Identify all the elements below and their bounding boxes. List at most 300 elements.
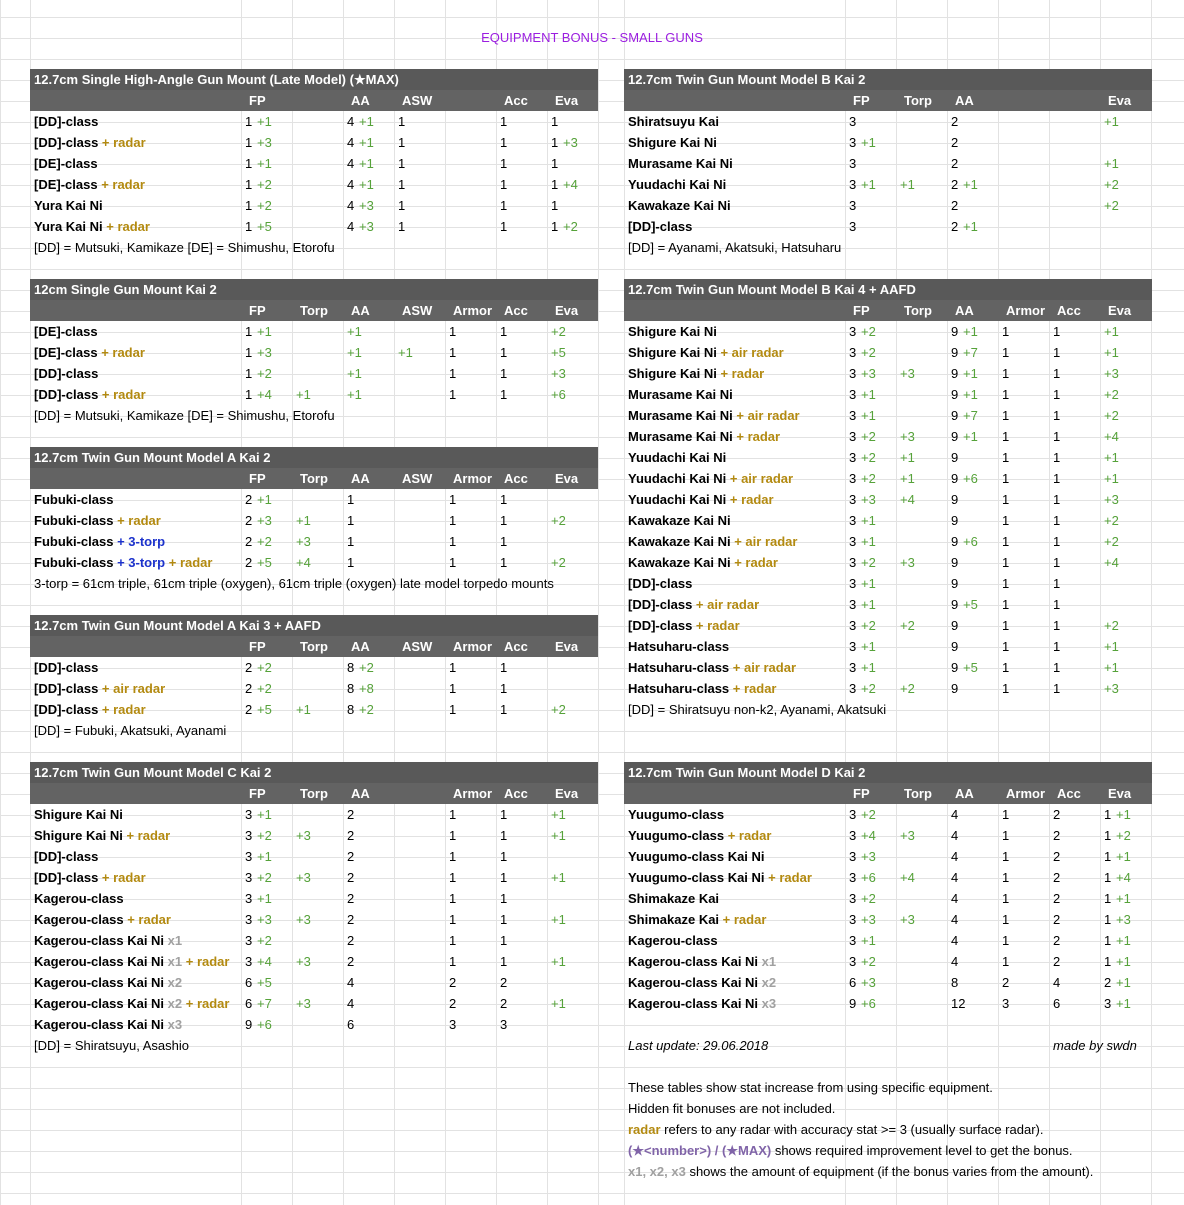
ship-name-text: [DD]-class [34, 114, 99, 129]
stat-bonus: +2 [1104, 618, 1119, 633]
ship-name [628, 594, 759, 615]
ship-name [34, 342, 145, 363]
radar-marker: + radar [726, 492, 774, 507]
stat-bonus: +6 [963, 471, 978, 486]
stat-bonus: +6 [861, 870, 876, 885]
ship-name [628, 132, 717, 153]
stat-value: 1 [500, 156, 508, 171]
stat-bonus: +5 [257, 555, 272, 570]
stat-value: 1 [245, 387, 253, 402]
stat-value: 1 [1053, 366, 1061, 381]
ship-name [628, 405, 800, 426]
table-row [30, 132, 598, 153]
stat-value: 1 [1053, 471, 1061, 486]
stat-value: 1 [551, 177, 559, 192]
stat-value: 3 [849, 681, 857, 696]
stat-bonus: +3 [257, 345, 272, 360]
ship-name [628, 531, 797, 552]
ship-name [34, 111, 98, 132]
stat-value: 3 [849, 450, 857, 465]
stat-bonus: +2 [257, 177, 272, 192]
stat-value: 1 [449, 492, 457, 507]
stat-bonus: +5 [963, 597, 978, 612]
stat-value: 3 [849, 513, 857, 528]
column-header: FP [249, 303, 266, 318]
stat-bonus: +1 [963, 324, 978, 339]
stat-value: 3 [245, 870, 253, 885]
stat-value: 1 [500, 114, 508, 129]
table-row [30, 867, 598, 888]
stat-bonus: +2 [861, 345, 876, 360]
table-title-bar [624, 762, 1152, 783]
table-note: [DD] = Shiratsuyu, Asashio [34, 1038, 189, 1053]
ship-name-text: [DE]-class [34, 324, 98, 339]
stat-value: 9 [951, 534, 959, 549]
radar-marker: + radar [123, 912, 171, 927]
stat-bonus: +1 [359, 135, 374, 150]
stat-bonus: +1 [551, 870, 566, 885]
stat-bonus: +1 [1104, 345, 1119, 360]
radar-marker: + radar [165, 555, 213, 570]
ship-name [628, 846, 765, 867]
stat-bonus: +2 [861, 807, 876, 822]
stat-bonus: +3 [257, 135, 272, 150]
stat-value: 9 [951, 597, 959, 612]
ship-name-text: Kagerou-class Kai Ni [628, 996, 759, 1011]
ship-name-text: Murasame Kai Ni [628, 156, 733, 171]
stat-value: 1 [398, 114, 406, 129]
stat-value: 4 [347, 177, 355, 192]
stat-value: 1 [347, 492, 355, 507]
stat-value: 6 [849, 975, 857, 990]
stat-value: 4 [347, 975, 355, 990]
stat-bonus: +2 [551, 513, 566, 528]
column-header: Torp [300, 786, 328, 801]
stat-bonus: +1 [963, 366, 978, 381]
stat-bonus: +1 [1116, 975, 1131, 990]
stat-bonus: +1 [257, 114, 272, 129]
stat-bonus: +4 [257, 387, 272, 402]
stat-value: 8 [347, 681, 355, 696]
ship-name [34, 552, 212, 573]
stat-value: 9 [951, 408, 959, 423]
air-radar-marker: + air radar [692, 597, 760, 612]
stat-value: 1 [245, 135, 253, 150]
stat-value: 1 [347, 534, 355, 549]
stat-value: 1 [551, 114, 559, 129]
column-header: AA [955, 303, 974, 318]
stat-value: 1 [1002, 429, 1010, 444]
stat-bonus: +1 [1104, 450, 1119, 465]
ship-name [34, 888, 124, 909]
column-header: Acc [504, 303, 528, 318]
stat-bonus: +2 [359, 702, 374, 717]
radar-marker: + radar [730, 555, 778, 570]
table-row [30, 678, 598, 699]
stat-bonus: +2 [861, 324, 876, 339]
table-row [624, 426, 1152, 447]
stat-bonus: +2 [257, 933, 272, 948]
table-row [624, 447, 1152, 468]
stat-bonus: +8 [359, 681, 374, 696]
radar-marker: + radar [692, 618, 740, 633]
stat-value: 4 [951, 807, 959, 822]
ship-name [628, 174, 726, 195]
stat-value: 1 [1002, 660, 1010, 675]
radar-marker: + radar [724, 828, 772, 843]
stat-value: 1 [449, 891, 457, 906]
legend-improvement-key: (★<number>) / (★MAX) [628, 1143, 772, 1158]
ship-name-text: [DD]-class [34, 702, 99, 717]
stat-bonus: +1 [861, 177, 876, 192]
radar-marker: + radar [102, 219, 150, 234]
last-update: Last update: 29.06.2018 [628, 1038, 769, 1053]
stat-value: 2 [245, 492, 253, 507]
table-title: 12.7cm Twin Gun Mount Model B Kai 4 + AAFD [628, 282, 916, 297]
stat-bonus: +2 [861, 681, 876, 696]
stat-value: 1 [551, 198, 559, 213]
stat-value: 8 [347, 702, 355, 717]
stat-bonus: +2 [257, 366, 272, 381]
air-radar-marker: + air radar [732, 408, 800, 423]
stat-bonus: +2 [861, 891, 876, 906]
ship-name-text: Kagerou-class Kai Ni [34, 1017, 165, 1032]
column-header: Torp [904, 93, 932, 108]
stat-bonus: +4 [900, 492, 915, 507]
stat-value: 1 [1002, 387, 1010, 402]
ship-name [628, 426, 780, 447]
table-row [624, 951, 1152, 972]
stat-value: 2 [245, 660, 253, 675]
stat-value: 3 [849, 429, 857, 444]
table-row [30, 195, 598, 216]
column-header: Torp [300, 303, 328, 318]
ship-name-text: Kawakaze Kai Ni [628, 513, 731, 528]
table-note: 3-torp = 61cm triple, 61cm triple (oxygen), 61cm triple (oxygen) late model torpedo mounts [34, 576, 554, 591]
ship-name [628, 468, 793, 489]
ship-name [628, 951, 776, 972]
stat-value: 2 [245, 702, 253, 717]
stat-value: 9 [951, 576, 959, 591]
table-row [30, 153, 598, 174]
stat-value: 9 [951, 387, 959, 402]
stat-bonus: +3 [900, 366, 915, 381]
stat-value: 1 [500, 492, 508, 507]
ship-name [628, 993, 776, 1014]
column-header: Acc [504, 93, 528, 108]
table-title: 12.7cm Single High-Angle Gun Mount (Late Model) (★MAX) [34, 72, 399, 87]
table-row [624, 930, 1152, 951]
stat-value: 1 [398, 156, 406, 171]
stat-bonus: +1 [1104, 114, 1119, 129]
column-header-row [30, 90, 598, 111]
stat-bonus: +1 [900, 177, 915, 192]
table-row [624, 195, 1152, 216]
ship-name [34, 993, 229, 1014]
stat-bonus: +2 [1104, 387, 1119, 402]
ship-name-text: Shiratsuyu Kai [628, 114, 720, 129]
column-header: Eva [555, 93, 579, 108]
stat-value: 4 [951, 912, 959, 927]
stat-bonus: +3 [900, 828, 915, 843]
stat-value: 1 [398, 198, 406, 213]
stat-bonus: +5 [257, 702, 272, 717]
table-title-bar [624, 279, 1152, 300]
stat-value: 2 [951, 114, 959, 129]
table-row [624, 552, 1152, 573]
column-header: ASW [402, 93, 433, 108]
stat-value: 9 [951, 345, 959, 360]
stat-value: 3 [849, 639, 857, 654]
ship-name [34, 699, 146, 720]
ship-name-text: Kagerou-class Kai Ni [628, 975, 759, 990]
stat-bonus: +1 [1116, 996, 1131, 1011]
ship-name-text: Shimakaze Kai [628, 912, 720, 927]
ship-name-text: Kagerou-class [628, 933, 718, 948]
table-row [624, 510, 1152, 531]
stat-value: 2 [245, 681, 253, 696]
ship-name-text: Kawakaze Kai Ni [628, 555, 731, 570]
stat-value: 1 [1002, 681, 1010, 696]
stat-bonus: +1 [861, 513, 876, 528]
column-header: Acc [504, 786, 528, 801]
table-title: 12.7cm Twin Gun Mount Model C Kai 2 [34, 765, 272, 780]
stat-value: 1 [449, 660, 457, 675]
stat-bonus: +1 [1116, 954, 1131, 969]
stat-bonus: +6 [861, 996, 876, 1011]
stat-value: 4 [347, 219, 355, 234]
stat-value: 3 [849, 219, 857, 234]
stat-value: 1 [500, 198, 508, 213]
stat-bonus: +3 [1104, 492, 1119, 507]
stat-bonus: +4 [1116, 870, 1131, 885]
stat-value: 9 [849, 996, 857, 1011]
stat-value: 1 [500, 702, 508, 717]
stat-bonus: +3 [257, 513, 272, 528]
stat-bonus: +1 [257, 324, 272, 339]
column-header: Acc [1057, 303, 1081, 318]
ship-name [34, 867, 146, 888]
stat-bonus: +1 [861, 933, 876, 948]
stat-bonus: +4 [1104, 429, 1119, 444]
stat-value: 1 [1002, 954, 1010, 969]
ship-name-text: Yuudachi Kai Ni [628, 471, 727, 486]
ship-name [628, 657, 796, 678]
stat-value: 2 [1053, 807, 1061, 822]
table-title: 12.7cm Twin Gun Mount Model A Kai 2 [34, 450, 271, 465]
stat-value: 1 [1002, 828, 1010, 843]
stat-value: 1 [500, 681, 508, 696]
stat-value: 2 [1053, 912, 1061, 927]
stat-value: 9 [951, 429, 959, 444]
stat-value: 8 [951, 975, 959, 990]
column-header-row [30, 636, 598, 657]
ship-name [628, 552, 778, 573]
amount-marker: x1 [164, 933, 183, 948]
stat-bonus: +2 [551, 324, 566, 339]
stat-value: 2 [347, 954, 355, 969]
stat-bonus: +2 [1116, 828, 1131, 843]
ship-name-text: Shigure Kai Ni [628, 135, 717, 150]
column-header: Armor [453, 303, 493, 318]
stat-value: 1 [449, 534, 457, 549]
radar-marker: + radar [98, 870, 146, 885]
stat-value: 1 [1002, 408, 1010, 423]
stat-value: 8 [347, 660, 355, 675]
table-row [30, 951, 598, 972]
stat-bonus: +2 [1104, 534, 1119, 549]
ship-name-text: Kagerou-class Kai Ni [34, 975, 165, 990]
stat-bonus: +1 [963, 387, 978, 402]
stat-value: 1 [449, 849, 457, 864]
stat-value: 2 [951, 177, 959, 192]
stat-value: 1 [449, 954, 457, 969]
stat-value: 3 [245, 828, 253, 843]
ship-name-text: [DE]-class [34, 177, 98, 192]
column-header: Eva [555, 786, 579, 801]
ship-name [34, 510, 161, 531]
stat-bonus: +3 [296, 996, 311, 1011]
stat-bonus: +3 [1116, 912, 1131, 927]
stat-value: 1 [1053, 681, 1061, 696]
ship-name-text: Fubuki-class [34, 534, 114, 549]
stat-value: 1 [245, 177, 253, 192]
stat-value: 1 [449, 807, 457, 822]
stat-value: 9 [951, 639, 959, 654]
table-row [624, 909, 1152, 930]
stat-bonus: +2 [551, 702, 566, 717]
legend-radar-text: refers to any radar with accuracy stat >= 3 (usually surface radar). [660, 1122, 1044, 1137]
column-header-row [624, 783, 1152, 804]
amount-marker: x2 [164, 996, 183, 1011]
table-note: [DD] = Mutsuki, Kamikaze [DE] = Shimushu, Etorofu [34, 408, 335, 423]
radar-marker: + radar [729, 681, 777, 696]
table-row [30, 993, 598, 1014]
table-row [30, 531, 598, 552]
stat-value: 1 [1002, 366, 1010, 381]
column-header: Eva [555, 471, 579, 486]
stat-value: 1 [500, 933, 508, 948]
stat-value: 2 [1053, 828, 1061, 843]
column-header: AA [351, 303, 370, 318]
ship-name-text: Kagerou-class Kai Ni [628, 954, 759, 969]
ship-name-text: [DD]-class [34, 660, 99, 675]
stat-bonus: +3 [296, 828, 311, 843]
table-row [624, 111, 1152, 132]
stat-value: 1 [449, 702, 457, 717]
stat-bonus: +3 [900, 555, 915, 570]
stat-value: 4 [951, 849, 959, 864]
stat-value: 2 [1104, 975, 1112, 990]
ship-name-text: Kawakaze Kai Ni [628, 198, 731, 213]
column-header: Acc [504, 639, 528, 654]
table-row [30, 216, 598, 237]
ship-name [628, 489, 774, 510]
stat-value: 1 [500, 345, 508, 360]
stat-value: 3 [849, 912, 857, 927]
stat-value: 1 [245, 345, 253, 360]
air-radar-marker: + air radar [716, 345, 784, 360]
radar-marker: + radar [98, 387, 146, 402]
amount-marker: x3 [164, 1017, 183, 1032]
stat-value: 1 [1002, 933, 1010, 948]
stat-value: 1 [449, 933, 457, 948]
stat-value: 1 [500, 555, 508, 570]
stat-value: 1 [245, 366, 253, 381]
stat-value: 3 [245, 891, 253, 906]
stat-value: 1 [1104, 828, 1112, 843]
stat-value: 1 [500, 534, 508, 549]
stat-value: 3 [849, 387, 857, 402]
page-title: EQUIPMENT BONUS - SMALL GUNS [481, 30, 703, 45]
stat-bonus: +2 [900, 681, 915, 696]
stat-value: 4 [347, 135, 355, 150]
stat-bonus: +2 [1104, 177, 1119, 192]
stat-bonus: +1 [359, 156, 374, 171]
stat-value: 3 [849, 849, 857, 864]
column-header: Eva [1108, 303, 1132, 318]
stat-value: 3 [849, 576, 857, 591]
table-note: [DD] = Ayanami, Akatsuki, Hatsuharu [628, 240, 842, 255]
stat-bonus: +2 [257, 870, 272, 885]
stat-value: 4 [951, 870, 959, 885]
table-note: [DD] = Fubuki, Akatsuki, Ayanami [34, 723, 227, 738]
stat-value: 3 [849, 408, 857, 423]
column-header: FP [853, 93, 870, 108]
ship-name-text: Yuudachi Kai Ni [628, 450, 727, 465]
table-row [30, 846, 598, 867]
table-row [624, 216, 1152, 237]
radar-marker: + radar [716, 366, 765, 381]
stat-value: 6 [245, 975, 253, 990]
column-header: AA [955, 93, 974, 108]
stat-value: 1 [449, 555, 457, 570]
stat-bonus: +1 [861, 135, 876, 150]
column-header: Eva [555, 639, 579, 654]
air-radar-marker: + air radar [726, 471, 794, 486]
ship-name [628, 384, 733, 405]
table-title-bar [30, 762, 598, 783]
stat-bonus: +3 [1104, 681, 1119, 696]
stat-value: 1 [1053, 324, 1061, 339]
ship-name-text: [DD]-class [34, 135, 99, 150]
stat-bonus: +3 [900, 912, 915, 927]
stat-value: 1 [1104, 891, 1112, 906]
stat-value: 2 [245, 534, 253, 549]
table-row [30, 804, 598, 825]
column-header: AA [351, 786, 370, 801]
table-row [624, 678, 1152, 699]
column-header: Armor [453, 639, 493, 654]
table-row [30, 972, 598, 993]
column-header-row [30, 300, 598, 321]
ship-name [628, 804, 724, 825]
made-by: made by swdn [1053, 1038, 1137, 1053]
stat-value: 2 [951, 135, 959, 150]
radar-marker: + radar [182, 996, 230, 1011]
stat-bonus: +1 [398, 345, 413, 360]
stat-value: 1 [245, 114, 253, 129]
stat-value: 1 [1002, 555, 1010, 570]
stat-value: 1 [1002, 534, 1010, 549]
stat-bonus: +1 [1104, 156, 1119, 171]
column-header: FP [249, 639, 266, 654]
stat-value: 1 [500, 807, 508, 822]
stat-value: 1 [1053, 345, 1061, 360]
stat-bonus: +1 [861, 534, 876, 549]
air-radar-marker: + air radar [729, 660, 797, 675]
stat-value: 3 [849, 618, 857, 633]
